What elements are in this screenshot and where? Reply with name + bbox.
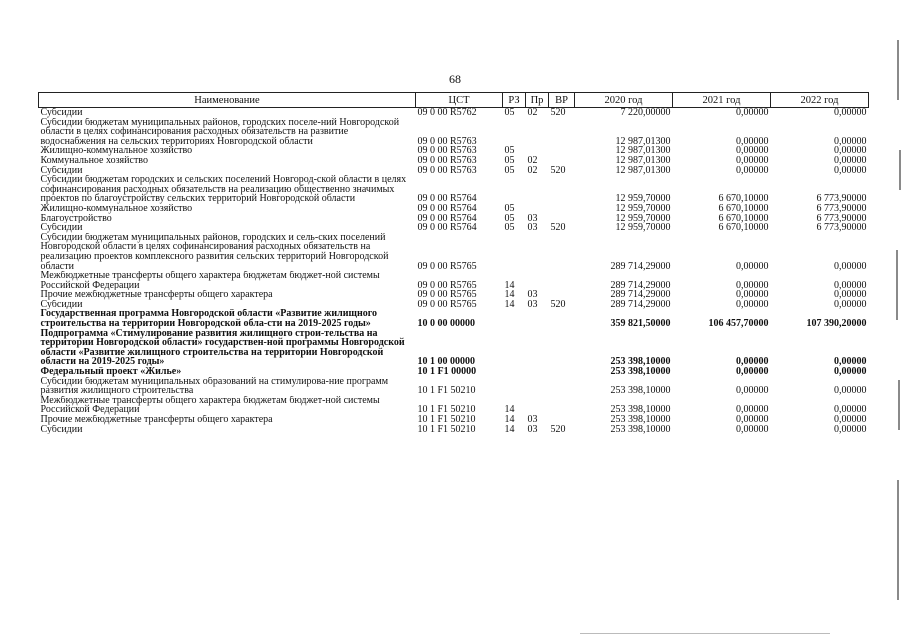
table-row: [39, 204, 869, 214]
scan-edge-mark: [896, 250, 898, 320]
row-pr: [526, 118, 549, 147]
row-name: Межбюджетные трансферты общего характера бюджетам бюджет-ной системы Российской Федерации: [40, 395, 380, 415]
row-vr: 520: [550, 165, 566, 176]
row-vr: [549, 271, 575, 290]
row-pr: 03: [527, 424, 538, 435]
row-name: Жилищно-коммунальное хозяйство: [40, 146, 193, 156]
row-2022: 6 773,90000: [816, 223, 867, 233]
row-cst: 09 0 00 R5765: [417, 260, 477, 272]
row-2022: 0,00000: [834, 107, 867, 118]
row-2021: 0,00000: [736, 155, 769, 166]
row-pr: [526, 271, 549, 290]
row-rz: [503, 329, 526, 367]
row-rz: [503, 118, 526, 147]
row-cst: 09 0 00 R5763: [417, 155, 477, 166]
row-2021: 0,00000: [736, 165, 769, 176]
row-2022: 0,00000: [834, 260, 867, 272]
row-2020: 289 714,29000: [610, 299, 671, 310]
row-2021: 0,00000: [736, 146, 769, 156]
header-pr: Пр: [526, 93, 549, 108]
row-cst: 09 0 00 R5764: [417, 213, 477, 224]
row-2020: 253 398,10000: [610, 367, 671, 377]
table-row: [39, 214, 869, 224]
row-2021: 6 670,10000: [718, 213, 769, 224]
row-2022: 0,00000: [834, 299, 867, 310]
header-2022: 2022 год: [771, 93, 869, 108]
row-rz: [503, 377, 526, 396]
row-2021: 0,00000: [736, 260, 769, 272]
row-rz: [503, 309, 526, 328]
row-pr: [526, 175, 549, 204]
row-pr: [526, 146, 549, 156]
row-name: Субсидии бюджетам муниципальных образований на стимулирова-ние программ развития жилищного строительства: [40, 376, 389, 396]
table-row: [39, 309, 869, 328]
row-pr: [526, 377, 549, 396]
row-name: Межбюджетные трансферты общего характера бюджетам бюджет-ной системы Российской Федерации: [40, 271, 380, 291]
row-cst: 10 1 F1 50210: [417, 404, 476, 415]
row-2022: 6 773,90000: [816, 193, 867, 204]
row-cst: 10 1 00 00000: [417, 356, 475, 368]
row-cst: 09 0 00 R5765: [417, 279, 477, 291]
row-2022: 0,00000: [834, 155, 867, 166]
row-2020: 12 987,01300: [615, 135, 671, 147]
row-cst: 10 1 F1 00000: [417, 367, 477, 377]
row-pr: [526, 204, 549, 214]
row-2020: 289 714,29000: [610, 260, 671, 272]
row-2020: 12 987,01300: [615, 146, 671, 156]
row-name: Субсидии: [40, 107, 83, 118]
row-2022: 107 390,20000: [806, 318, 867, 329]
row-rz: 14: [504, 290, 515, 300]
row-2021: 6 670,10000: [718, 193, 769, 204]
row-2022: 0,00000: [834, 415, 867, 425]
row-2022: 0,00000: [834, 356, 867, 368]
row-vr: 520: [550, 299, 566, 310]
scan-edge-mark: [897, 40, 899, 100]
table-body: [39, 108, 869, 435]
row-2020: 12 959,70000: [615, 223, 671, 233]
table-row: [39, 300, 869, 310]
row-cst: 09 0 00 R5765: [417, 299, 477, 310]
row-2022: 0,00000: [834, 146, 867, 156]
table-row: [39, 156, 869, 166]
row-pr: [526, 309, 549, 328]
row-pr: 03: [527, 223, 538, 233]
row-rz: 14: [504, 424, 515, 435]
row-rz: 14: [504, 299, 515, 310]
table-row: [39, 367, 869, 377]
table-row: [39, 377, 869, 396]
row-name: Жилищно-коммунальное хозяйство: [40, 203, 193, 214]
row-pr: 03: [527, 290, 538, 300]
row-name: Прочие межбюджетные трансферты общего характера: [40, 290, 273, 300]
row-cst: 09 0 00 R5764: [417, 203, 477, 214]
row-2021: 106 457,70000: [708, 318, 769, 329]
row-vr: [549, 367, 575, 377]
row-name: Субсидии: [40, 223, 83, 233]
page-number: 68: [449, 72, 461, 86]
table-row: [39, 290, 869, 300]
row-vr: [549, 233, 575, 271]
row-2021: 0,00000: [736, 356, 769, 368]
row-name: Подпрограмма «Стимулирование развития жилищного строи-тельства на территории Новгородской области» государствен-ной программы Новгородской области «Развитие жилищного строительства на территории Новгородской области на 2019-2025 годы»: [40, 328, 405, 368]
row-cst: 09 0 00 R5762: [417, 107, 477, 118]
row-2021: 0,00000: [736, 135, 769, 147]
row-2020: 289 714,29000: [610, 279, 671, 291]
table-row: [39, 146, 869, 156]
row-2020: 253 398,10000: [610, 404, 671, 415]
header-2020: 2020 год: [575, 93, 673, 108]
row-2020: 253 398,10000: [610, 424, 671, 435]
row-2022: 0,00000: [834, 290, 867, 300]
row-cst: 09 0 00 R5763: [417, 165, 477, 176]
row-name: Субсидии бюджетам городских и сельских поселений Новгород-ской области в целях софинансирования расходных обязательств на реализацию общественно значимых проектов по благоустройству сельских территорий Новгородской области: [40, 175, 407, 204]
row-2021: 0,00000: [736, 404, 769, 415]
row-vr: 520: [550, 424, 566, 435]
table-row: [39, 233, 869, 271]
row-name: Субсидии: [40, 299, 83, 310]
row-2020: 253 398,10000: [610, 415, 671, 425]
row-2020: 253 398,10000: [610, 385, 671, 396]
table-row: [39, 271, 869, 290]
row-rz: 14: [504, 404, 515, 415]
row-name: Государственная программа Новгородской области «Развитие жилищного строительства на территории Новгородской обла-сти на 2019-2025 годы»: [40, 309, 378, 329]
row-cst: 10 0 00 00000: [417, 318, 475, 329]
row-2022: 0,00000: [834, 135, 867, 147]
row-pr: [526, 233, 549, 271]
row-pr: 02: [527, 165, 538, 176]
row-2022: 0,00000: [834, 367, 867, 377]
row-rz: 05: [504, 155, 515, 166]
row-pr: [526, 329, 549, 367]
row-vr: [549, 118, 575, 147]
table-row: [39, 223, 869, 233]
row-2021: 0,00000: [736, 385, 769, 396]
row-2021: 0,00000: [736, 299, 769, 310]
row-cst: 09 0 00 R5764: [417, 223, 477, 233]
header-rz: РЗ: [503, 93, 526, 108]
row-2021: 6 670,10000: [718, 203, 769, 214]
table-row: [39, 396, 869, 415]
row-rz: 14: [504, 279, 515, 291]
row-2021: 0,00000: [736, 424, 769, 435]
row-pr: 03: [527, 299, 538, 310]
row-rz: 05: [504, 107, 515, 118]
table-row: [39, 415, 869, 425]
row-rz: [503, 367, 526, 377]
table-row: [39, 329, 869, 367]
table-row: [39, 166, 869, 176]
row-rz: 05: [504, 203, 515, 214]
table-row: [39, 175, 869, 204]
row-2020: 12 959,70000: [615, 203, 671, 214]
row-2022: 6 773,90000: [816, 203, 867, 214]
row-name: Благоустройство: [40, 213, 112, 224]
row-vr: [549, 309, 575, 328]
row-name: Федеральный проект «Жилье»: [40, 367, 182, 377]
row-name: Прочие межбюджетные трансферты общего характера: [40, 415, 273, 425]
row-vr: [549, 377, 575, 396]
row-2021: 0,00000: [736, 367, 769, 377]
row-cst: 09 0 00 R5764: [417, 193, 477, 204]
scan-edge-mark: [899, 150, 901, 190]
row-2022: 6 773,90000: [816, 213, 867, 224]
row-cst: 09 0 00 R5763: [417, 146, 477, 156]
row-vr: 520: [550, 107, 566, 118]
row-pr: [526, 367, 549, 377]
row-rz: 14: [504, 415, 515, 425]
row-name: Субсидии бюджетам муниципальных районов, городских поселе-ний Новгородской области в целях софинансирования расходных обязательств на развитие водоснабжения на сельских территориях Новгородской области: [40, 117, 400, 147]
row-vr: [549, 175, 575, 204]
row-2020: 289 714,29000: [610, 290, 671, 300]
row-vr: [549, 329, 575, 367]
row-2022: 0,00000: [834, 404, 867, 415]
scan-edge-mark: [898, 380, 900, 430]
row-2022: 0,00000: [834, 279, 867, 291]
table-row: [39, 118, 869, 147]
row-rz: 05: [504, 213, 515, 224]
row-2020: 12 987,01300: [615, 165, 671, 176]
row-2021: 0,00000: [736, 290, 769, 300]
row-rz: [503, 233, 526, 271]
row-name: Субсидии: [40, 424, 83, 435]
header-2021: 2021 год: [673, 93, 771, 108]
row-2020: 12 987,01300: [615, 155, 671, 166]
row-vr: [549, 396, 575, 415]
row-2022: 0,00000: [834, 424, 867, 435]
row-2020: 7 220,00000: [620, 107, 671, 118]
row-2020: 253 398,10000: [610, 356, 671, 368]
row-2021: 0,00000: [736, 107, 769, 118]
row-cst: 09 0 00 R5765: [417, 290, 477, 300]
row-2021: 6 670,10000: [718, 223, 769, 233]
row-cst: 10 1 F1 50210: [417, 385, 476, 396]
row-rz: 05: [504, 165, 515, 176]
row-rz: 05: [504, 223, 515, 233]
header-cst: ЦСТ: [416, 93, 503, 108]
scan-edge-mark: [897, 480, 899, 600]
row-pr: 02: [527, 155, 538, 166]
row-vr: 520: [550, 223, 566, 233]
row-2021: 0,00000: [736, 279, 769, 291]
header-name: Наименование: [39, 93, 416, 108]
row-cst: 09 0 00 R5763: [417, 135, 477, 147]
row-pr: 03: [527, 415, 538, 425]
row-vr: [549, 146, 575, 156]
row-cst: 10 1 F1 50210: [417, 415, 476, 425]
table-header-row: [39, 93, 869, 108]
row-rz: [503, 175, 526, 204]
row-2020: 359 821,50000: [610, 318, 671, 329]
budget-table: [38, 92, 869, 434]
row-2020: 12 959,70000: [615, 193, 671, 204]
row-2022: 0,00000: [834, 165, 867, 176]
row-pr: [526, 396, 549, 415]
row-vr: [549, 204, 575, 214]
table-row: [39, 425, 869, 435]
row-vr: [549, 214, 575, 224]
row-name: Субсидии бюджетам муниципальных районов, городских и сель-ских поселений Новгородской области в целях софинансирования расходных обязательств на реализацию проектов комплексного развития сельских территорий Новгородской области: [40, 232, 389, 272]
row-name: Коммунальное хозяйство: [40, 155, 148, 166]
row-vr: [549, 156, 575, 166]
header-vr: ВР: [549, 93, 575, 108]
scan-edge-mark: [580, 633, 830, 634]
row-pr: 02: [527, 107, 538, 118]
row-vr: [549, 415, 575, 425]
row-2021: 0,00000: [736, 415, 769, 425]
table-row: [39, 108, 869, 118]
row-cst: 10 1 F1 50210: [417, 424, 476, 435]
row-2020: 12 959,70000: [615, 213, 671, 224]
row-vr: [549, 290, 575, 300]
row-2022: 0,00000: [834, 385, 867, 396]
row-rz: 05: [504, 146, 515, 156]
row-pr: 03: [527, 213, 538, 224]
row-name: Субсидии: [40, 165, 83, 176]
